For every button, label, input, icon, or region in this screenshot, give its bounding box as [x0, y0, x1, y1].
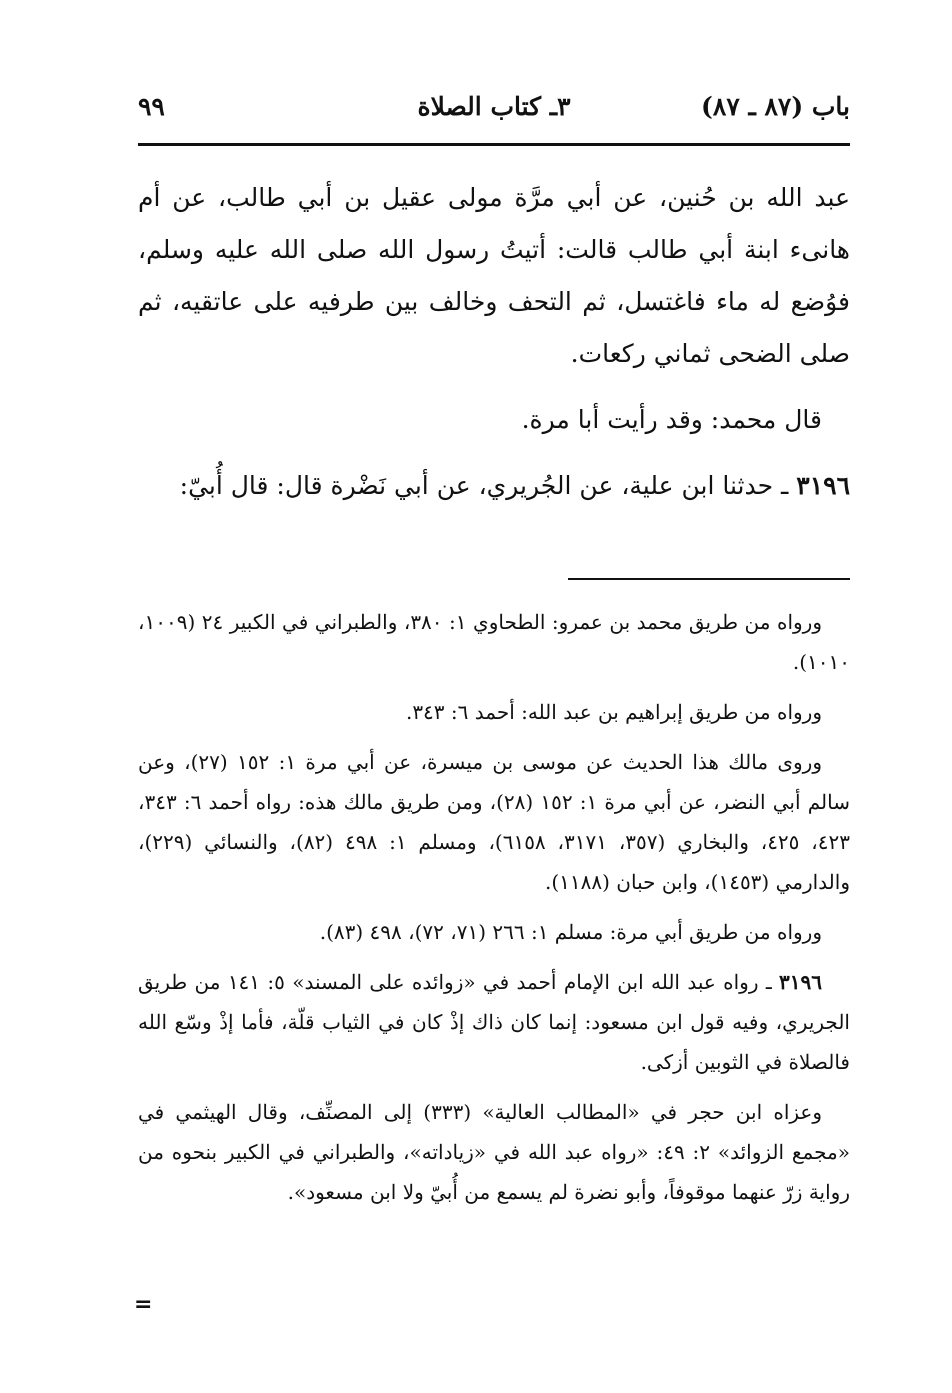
footnote-2: ورواه من طريق إبراهيم بن عبد الله: أحمد ٦: ٣٤٣. [405, 700, 822, 724]
hadith-number: ٣١٩٦ [796, 471, 850, 500]
chapter-title: ٣ـ كتاب الصلاة [417, 92, 571, 121]
main-text [138, 172, 850, 512]
footnote-5-text: ـ رواه عبد الله ابن الإمام أحمد في «زوائده على المسند» ٥: ١٤١ من طريق الجريري، وفيه قول ابن مسعود: إنما كان ذاك إذْ كان في الثياب قلّة، فأما إذْ وسّع الله فالصلاة في الثوبين أزكى. [138, 970, 850, 1074]
page-number: ٩٩ [138, 92, 165, 121]
footnote-5 [138, 962, 850, 1082]
footnote-3: وروى مالك هذا الحديث عن موسى بن ميسرة، عن أبي مرة ١: ١٥٢ (٢٧)، وعن سالم أبي النضر، عن أبي مرة ١: ١٥٢ (٢٨)، ومن طريق مالك هذه: رواه أحمد ٦: ٣٤٣، ٤٢٣، ٤٢٥، والبخاري (٣٥٧، ٣١٧١، ٦١٥٨)، ومسلم ١: ٤٩٨ (٨٢)، والنسائي (٢٢٩)، والدارمي (١٤٥٣)، وابن حبان (١١٨٨). [138, 750, 850, 894]
footnote-6: وعزاه ابن حجر في «المطالب العالية» (٣٣٣) إلى المصنِّف، وقال الهيثمي في «مجمع الزوائد» ٢: ٤٩: «رواه عبد الله في «زياداته»، والطبراني في الكبير بنحوه من رواية زرّ عنهما موقوفاً، وأبو نضرة لم يسمع من أُبيّ ولا ابن مسعود». [138, 1100, 850, 1204]
footnote-1: ورواه من طريق محمد بن عمرو: الطحاوي ١: ٣٨٠، والطبراني في الكبير ٢٤ (١٠٠٩، ١٠١٠). [138, 610, 850, 674]
continuation-mark: = [134, 1292, 153, 1317]
footnotes [138, 602, 850, 1222]
footnote-hadith-number: ٣١٩٦ [779, 970, 822, 994]
main-paragraph-3 [138, 460, 850, 512]
footnote-4: ورواه من طريق أبي مرة: مسلم ١: ٢٦٦ (٧١، ٧٢)، ٤٩٨ (٨٣). [319, 920, 822, 944]
header-rule [138, 143, 850, 146]
main-paragraph-1: عبد الله بن حُنين، عن أبي مرَّة مولى عقيل بن أبي طالب، عن أم هانىء ابنة أبي طالب قالت: أتيتُ رسول الله صلى الله عليه وسلم، فوُضع له ماء فاغتسل، ثم التحف وخالف بين طرفيه على عاتقيه، ثم صلى الضحى ثماني ركعات. [138, 183, 850, 368]
section-title: باب (٨٧ ـ ٨٧) [701, 92, 850, 121]
running-header [138, 92, 850, 136]
footnote-separator [568, 578, 850, 580]
hadith-text: ـ حدثنا ابن علية، عن الجُريري، عن أبي نَضْرة قال: قال أُبيّ: [179, 471, 797, 500]
main-paragraph-2: قال محمد: وقد رأيت أبا مرة. [521, 405, 822, 434]
